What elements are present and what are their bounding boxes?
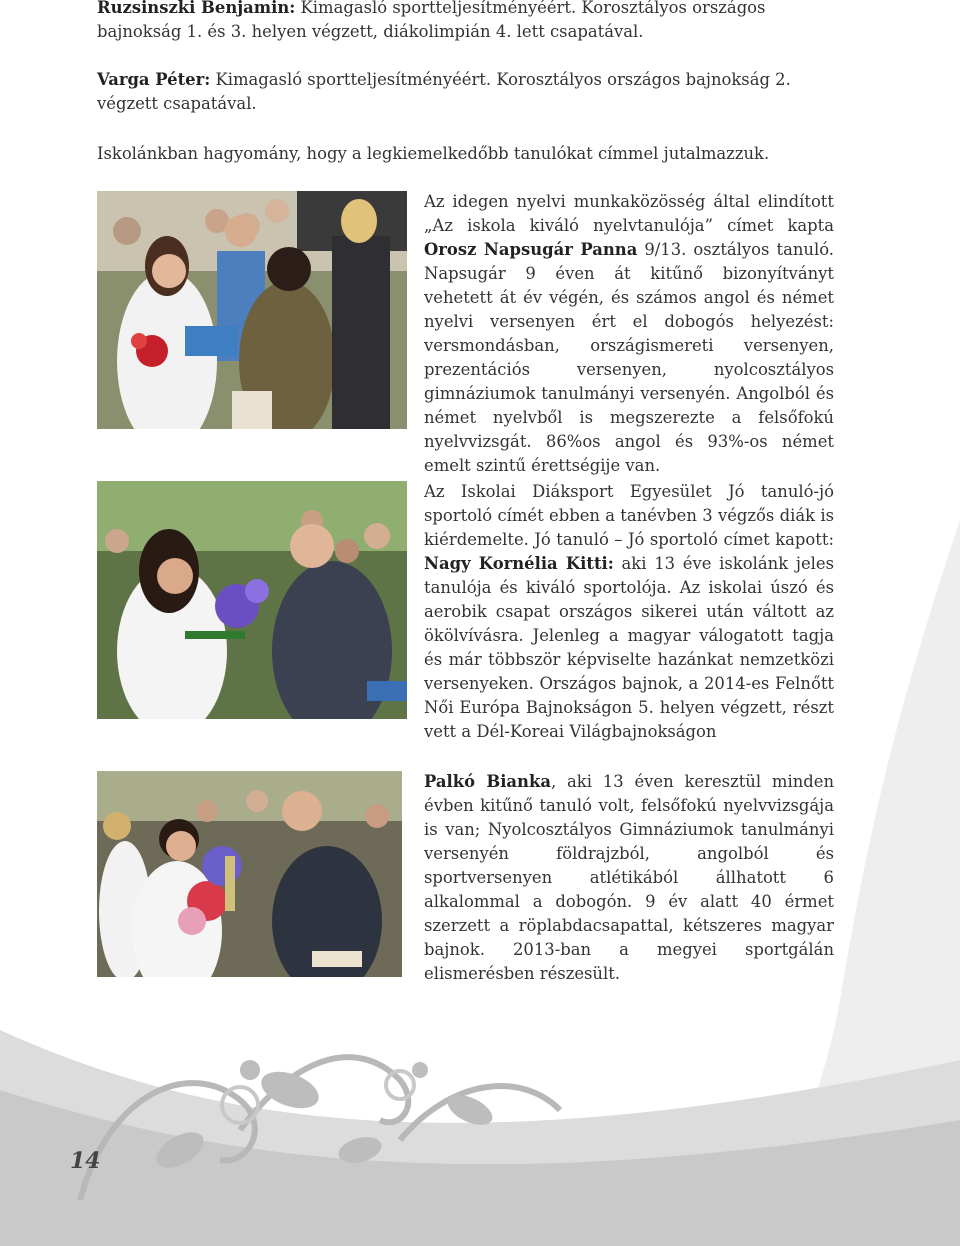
paragraph-nagy <box>424 480 834 744</box>
award-photo-2 <box>97 481 407 719</box>
page-number: 14 <box>70 1148 101 1174</box>
paragraph-text: Kimagasló sportteljesítményéért. Korosztályos országos bajnokság 1. és 3. helyen végzett, diákolimpián 4. lett csapatával. <box>97 0 766 41</box>
paragraph-ruzsinszki <box>97 0 837 44</box>
student-name: Ruzsinszki Benjamin: <box>97 0 296 17</box>
paragraph-palko <box>424 770 834 986</box>
award-photo-3 <box>97 771 402 977</box>
student-name: Nagy Kornélia Kitti: <box>424 554 614 573</box>
paragraph-varga <box>97 68 837 116</box>
paragraph-text: , aki 13 éven keresztül minden évben kitűnő tanuló volt, felsőfokú nyelvvizsgája is van; Nyolcosztályos Gimnáziumok tanulmányi versenyén földrajzból, angolból és sportversenyen atlétikából állhatott 6 alkalommal a dobogón. 9 év alatt 40 érmet szerzett a röplabdacsapattal, kétszeres magyar bajnok. 2013-ban a megyei sportgálán elismerésben részesült. <box>424 772 835 983</box>
student-name: Palkó Bianka <box>424 772 551 791</box>
paragraph-text: Kimagasló sportteljesítményéért. Korosztályos országos bajnokság 2. végzett csapatával. <box>97 70 791 113</box>
paragraph-tradition <box>97 142 837 166</box>
award-photo-1 <box>97 191 407 429</box>
paragraph-text: Iskolánkban hagyomány, hogy a legkiemelkedőbb tanulókat címmel jutalmazzuk. <box>97 144 770 163</box>
student-name: Orosz Napsugár Panna <box>424 240 638 259</box>
paragraph-orosz <box>424 190 834 478</box>
student-name: Varga Péter: <box>97 70 211 89</box>
paragraph-text: 9/13. osztályos tanuló. Napsugár 9 éven át kitűnő bizonyítványt vehetett át év végén, és számos angol és német nyelvi versenyen ért el dobogós helyezést: versmondásban, országismereti versenyen, prezentációs versenyen, nyolcosztályos gimnáziumok tanulmányi versenyén. Angolból és német nyelvből is megszerezte a felsőfokú nyelvvizsgát. 86%os angol és 93%-os német emelt szintű érettségije van. <box>424 240 834 475</box>
paragraph-text: Az Iskolai Diáksport Egyesület Jó tanuló-jó sportoló címét ebben a tanévben 3 végzős diák is kiérdemelte. Jó tanuló – Jó sportoló címet kapott: <box>424 482 834 549</box>
paragraph-text: Az idegen nyelvi munkaközösség által elindított „Az iskola kiváló nyelvtanulója” címet kapta <box>424 192 834 235</box>
paragraph-text: aki 13 éve iskolánk jeles tanulója és kiváló sportolója. Az iskolai úszó és aerobik csapat országos sikerei után váltott az ökölvívásra. Jelenleg a magyar válogatott tagja és már többször képviselte hazánkat nemzetközi versenyeken. Országos bajnok, a 2014-es Felnőtt Női Európa Bajnokságon 5. helyen végzett, részt vett a Dél-Koreai Világbajnokságon <box>424 554 835 741</box>
